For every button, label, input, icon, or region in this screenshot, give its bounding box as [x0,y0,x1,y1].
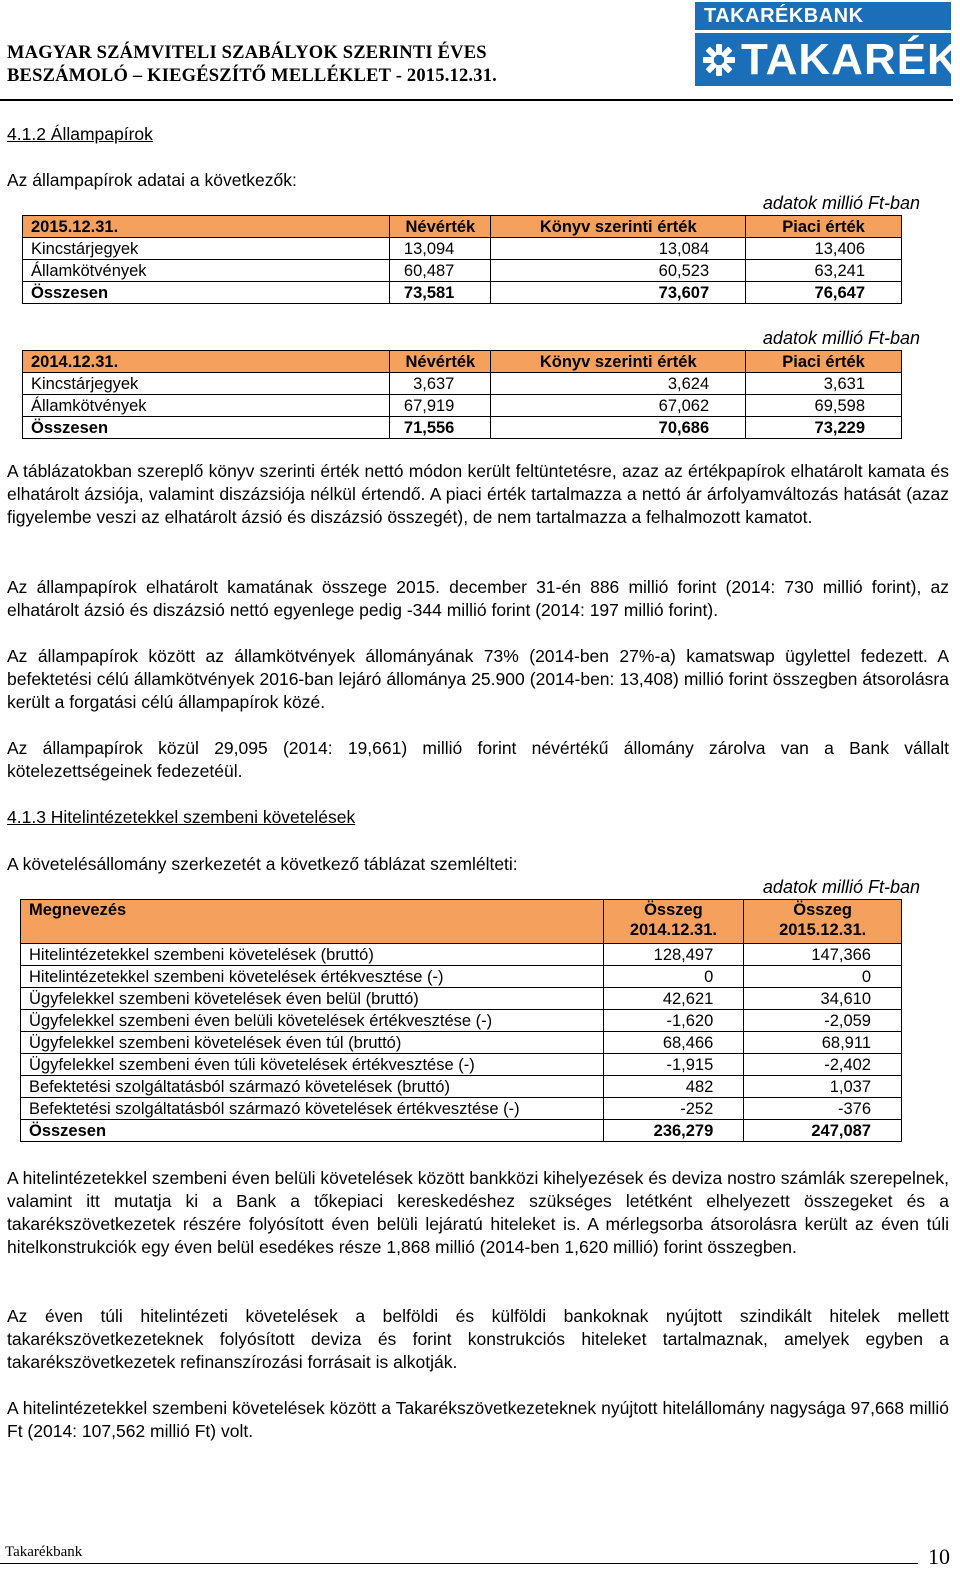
table-row [21,966,902,988]
cell-value: -376 [744,1098,902,1120]
cell-value: 3,631 [746,373,902,395]
cell-value: -1,915 [603,1054,744,1076]
header-cell-date: 2015.12.31. [779,921,867,939]
row-label: Államkötvények [23,260,390,282]
cell-value: 128,497 [603,944,744,966]
logo-bottom-text: TAKARÉK [741,35,960,84]
table-row [21,944,902,966]
cell-value: 13,094 [390,238,491,260]
cell-value: 60,487 [390,260,491,282]
row-label: Ügyfelekkel szembeni éven belüli követelések értékvesztése (-) [21,1010,604,1032]
cell-value: 147,366 [744,944,902,966]
unit-label: adatok millió Ft-ban [762,877,920,897]
row-label: Összesen [23,282,390,304]
header-title-line1: MAGYAR SZÁMVITELI SZABÁLYOK SZERINTI ÉVES [7,43,487,63]
row-label: Hitelintézetekkel szembeni követelések (bruttó) [21,944,604,966]
section-intro: A követelésállomány szerkezetét a következő táblázat szemlélteti: [7,854,518,874]
table-row [21,1098,902,1120]
cell-value: 76,647 [746,282,902,304]
cell-value: 73,229 [746,417,902,439]
table-row [21,988,902,1010]
header-cell-date: 2014.12.31. [23,351,390,373]
cell-value: 13,084 [491,238,746,260]
cell-value: 0 [603,966,744,988]
header-cell-konyv: Könyv szerinti érték [491,351,746,373]
cell-value: -252 [603,1098,744,1120]
table-row [21,1076,902,1098]
paragraph: Az állampapírok között az államkötvények állományának 73% (2014-ben 27%-a) kamatswap ügylettel fedezett. A befektetési célú államkötvények 2016-ban lejáró állománya 25.900 (2014-ben: 13,408) millió forint összegben átsorolásra került a forgatási célú állampapírok közé. [7,646,949,712]
header-cell-megnevezes: Megnevezés [21,900,604,944]
table-row [21,1054,902,1076]
cell-value: 236,279 [603,1120,744,1142]
takarekbank-logo [695,2,960,86]
cell-value: 63,241 [746,260,902,282]
cell-value: 67,919 [390,395,491,417]
header-rule [0,99,953,101]
header-title-line2: BESZÁMOLÓ – KIEGÉSZÍTŐ MELLÉKLET - 2015.12.31. [7,66,497,86]
cell-value: 247,087 [744,1120,902,1142]
table-header-row [23,351,902,373]
cell-value: 69,598 [746,395,902,417]
row-label: Befektetési szolgáltatásból származó követelések (bruttó) [21,1076,604,1098]
table-row [23,373,902,395]
table-koveteles [20,899,902,1142]
cell-value: 67,062 [491,395,746,417]
cell-value: 3,624 [491,373,746,395]
page-number: 10 [928,1544,950,1569]
table-header-row [21,900,902,944]
cell-value: 42,621 [603,988,744,1010]
table-sum-row [23,417,902,439]
cell-value: 1,037 [744,1076,902,1098]
header-cell-label: Összeg [793,901,852,919]
cell-value: 0 [744,966,902,988]
row-label: Kincstárjegyek [23,373,390,395]
cell-value: -2,059 [744,1010,902,1032]
header-cell-osszeg-2014 [603,900,744,944]
row-label: Ügyfelekkel szembeni követelések éven túl (bruttó) [21,1032,604,1054]
cell-value: 482 [603,1076,744,1098]
paragraph: A táblázatokban szereplő könyv szerinti érték nettó módon került feltüntetésre, azaz az értékpapírok elhatárolt kamata és elhatárolt ázsiója, valamint diszázsiója nélkül értendő. A piaci érték tartalmazza a nettó ár árfolyamváltozás hatását (azaz figyelembe veszi az elhatárolt ázsió és diszázsió összegét), de nem tartalmazza a felhalmozott kamatot. [7,461,949,527]
row-label: Hitelintézetekkel szembeni követelések értékvesztése (-) [21,966,604,988]
paragraph: A hitelintézetekkel szembeni éven belüli követelések között bankközi kihelyezések és deviza nostro számlák szerepelnek, valamint itt mutatja ki a Bank a tőkepiaci kereskedéshez szükséges letétként elhelyezett összegeket és a takarékszövetkezetek részére folyósított éven belüli lejáratú hiteleket is. A mérlegsorba átsorolásra került az éven túli hitelkonstrukciók egy éven belül esedékes része 1,868 millió (2014-ben 1,620 millió) forint összegben. [7,1168,949,1257]
section-heading-hitelintezetek: 4.1.3 Hitelintézetekkel szembeni követelések [7,807,356,827]
table-row [23,260,902,282]
section-intro: Az állampapírok adatai a következők: [7,170,297,190]
row-label: Ügyfelekkel szembeni éven túli követelések értékvesztése (-) [21,1054,604,1076]
cell-value: 73,607 [491,282,746,304]
section-heading-allampapirok: 4.1.2 Állampapírok [7,124,153,144]
header-cell-date: 2014.12.31. [629,921,717,939]
cell-value: 60,523 [491,260,746,282]
cell-value: 68,466 [603,1032,744,1054]
cell-value: 73,581 [390,282,491,304]
footer-company: Takarékbank [5,1544,83,1560]
cell-value: -2,402 [744,1054,902,1076]
row-label: Befektetési szolgáltatásból származó követelések értékvesztése (-) [21,1098,604,1120]
unit-label: adatok millió Ft-ban [762,193,920,213]
header-cell-piaci: Piaci érték [746,216,902,238]
header-cell-nevertek: Névérték [390,216,491,238]
cell-value: 34,610 [744,988,902,1010]
cell-value: 70,686 [491,417,746,439]
paragraph: A hitelintézetekkel szembeni követelések között a Takarékszövetkezeteknek nyújtott hitelállomány nagysága 97,668 millió Ft (2014: 107,562 millió Ft) volt. [7,1398,949,1441]
header-cell-nevertek: Névérték [390,351,491,373]
row-label: Államkötvények [23,395,390,417]
row-label: Kincstárjegyek [23,238,390,260]
cell-value: 13,406 [746,238,902,260]
footer-rule [0,1563,918,1564]
header-cell-konyv: Könyv szerinti érték [491,216,746,238]
paragraph: Az éven túli hitelintézeti követelések a belföldi és külföldi bankoknak nyújtott szindikált hitelek mellett takarékszövetkezeteknek folyósított deviza és forint konstrukciós hiteleket tartalmaznak, amelyek egyben a takarékszövetkezetek refinanszírozási forrásait is alkotják. [7,1306,949,1372]
table-row [21,1010,902,1032]
header-cell-label: Összeg [644,901,703,919]
cell-value: 3,637 [390,373,491,395]
header-cell-piaci: Piaci érték [746,351,902,373]
header-cell-date: 2015.12.31. [23,216,390,238]
unit-label: adatok millió Ft-ban [762,328,920,348]
table-header-row [23,216,902,238]
table-allampapirok-2015 [22,215,902,304]
table-row [23,395,902,417]
table-allampapirok-2014 [22,350,902,439]
paragraph: Az állampapírok közül 29,095 (2014: 19,661) millió forint névértékű állomány zárolva van a Bank vállalt kötelezettségeinek fedezetéül. [7,738,949,781]
cell-value: -1,620 [603,1010,744,1032]
table-sum-row [23,282,902,304]
row-label: Összesen [21,1120,604,1142]
table-sum-row [21,1120,902,1142]
table-row [23,238,902,260]
table-row [21,1032,902,1054]
header-cell-osszeg-2015 [744,900,902,944]
row-label: Ügyfelekkel szembeni követelések éven belül (bruttó) [21,988,604,1010]
cell-value: 68,911 [744,1032,902,1054]
paragraph: Az állampapírok elhatárolt kamatának összege 2015. december 31-én 886 millió forint (2014: 730 millió forint), az elhatárolt ázsió és diszázsió nettó egyenlege pedig -344 millió forint (2014: 197 millió forint). [7,577,949,620]
logo-top-text: TAKARÉKBANK [695,2,951,30]
row-label: Összesen [23,417,390,439]
document-header-title [7,42,647,88]
cell-value: 71,556 [390,417,491,439]
